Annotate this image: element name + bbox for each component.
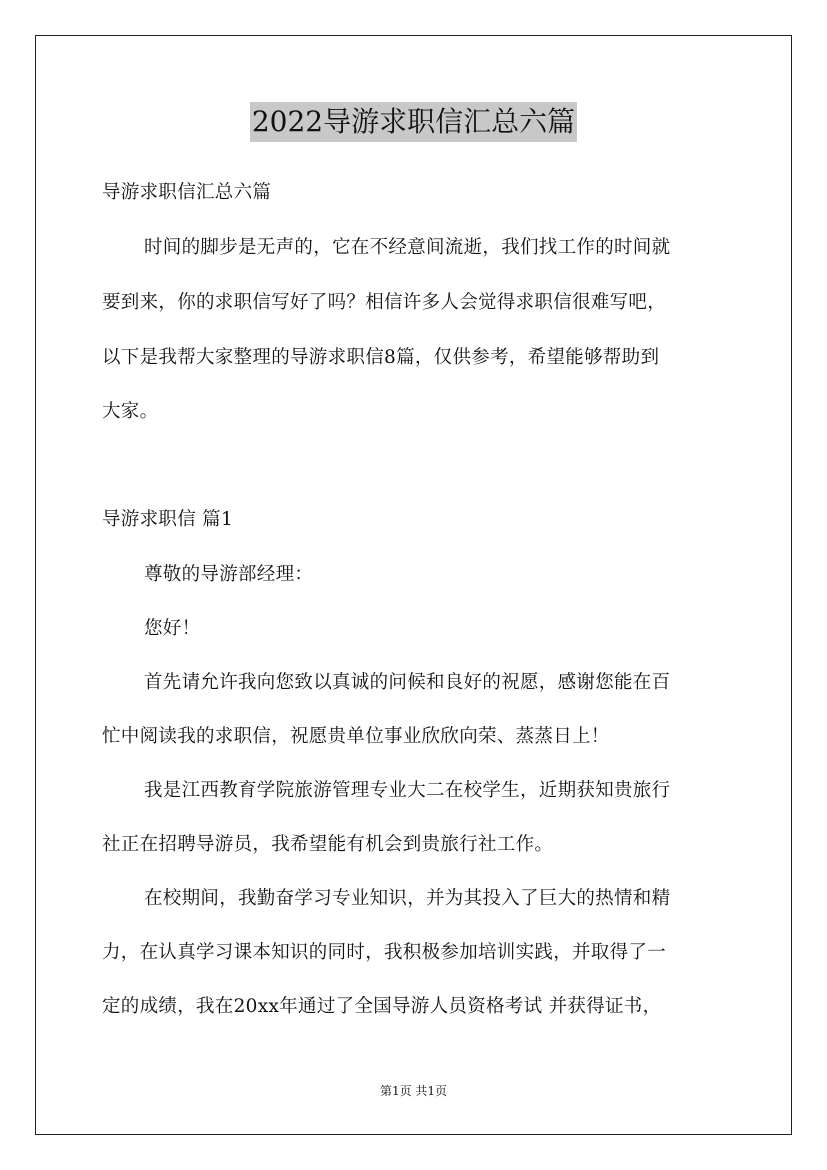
- intro-line-4: 大家。: [102, 401, 159, 422]
- paragraph-3-line-2: 力，在认真学习课本知识的同时，我积极参加培训实践，并取得了一: [102, 942, 667, 963]
- greeting: 您好！: [144, 618, 201, 639]
- paragraph-3-line-3: 定的成绩，我在20xx年通过了全国导游人员资格考试 并获得证书，: [102, 996, 662, 1017]
- paragraph-1-line-1: 首先请允许我向您致以真诚的问候和良好的祝愿，感谢您能在百: [144, 672, 671, 693]
- document-title: 2022导游求职信汇总六篇: [250, 102, 577, 142]
- intro-line-1: 时间的脚步是无声的，它在不经意间流逝，我们找工作的时间就: [144, 237, 671, 258]
- intro-line-2: 要到来，你的求职信写好了吗？相信许多人会觉得求职信很难写吧，: [102, 292, 667, 313]
- salutation: 尊敬的导游部经理：: [144, 564, 314, 585]
- intro-line-3: 以下是我帮大家整理的导游求职信8篇，仅供参考，希望能够帮助到: [102, 347, 660, 368]
- page-footer: 第1页 共1页: [379, 1084, 448, 1098]
- section-heading: 导游求职信 篇1: [102, 509, 234, 530]
- paragraph-1-line-2: 忙中阅读我的求职信，祝愿贵单位事业欣欣向荣、蒸蒸日上！: [102, 726, 610, 747]
- paragraph-2-line-2: 社正在招聘导游员，我希望能有机会到贵旅行社工作。: [102, 834, 554, 855]
- paragraph-3-line-1: 在校期间，我勤奋学习专业知识，并为其投入了巨大的热情和精: [144, 888, 671, 909]
- document-subtitle: 导游求职信汇总六篇: [102, 182, 272, 203]
- title-container: [0, 102, 827, 142]
- paragraph-2-line-1: 我是江西教育学院旅游管理专业大二在校学生，近期获知贵旅行: [144, 780, 671, 801]
